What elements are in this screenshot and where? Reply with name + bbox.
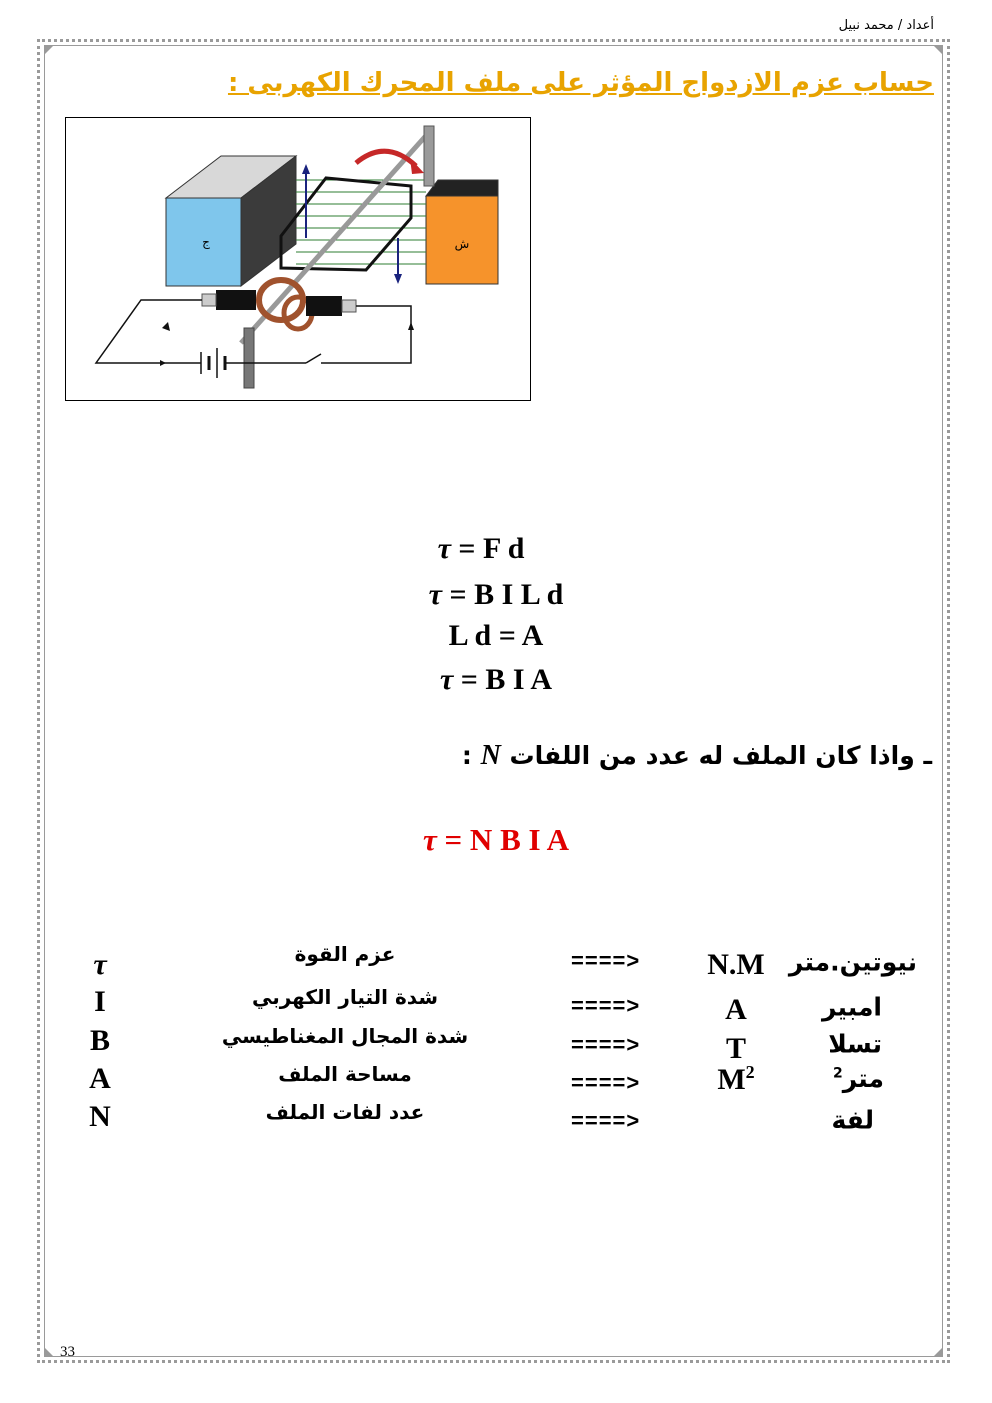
axle-support-top: [424, 126, 434, 186]
row-unit: [700, 1062, 772, 1097]
row-unit-arabic: [828, 1024, 882, 1058]
row-arrow: ====>: [571, 1070, 641, 1095]
table-row: [0, 942, 992, 982]
row-unit-arabic: [822, 987, 882, 1021]
row-unit-arabic-text: لفة: [831, 1105, 874, 1135]
circuit-wire-left: [96, 300, 202, 363]
right-magnet-top: [426, 180, 498, 196]
subheading-text: ـ واذا كان الملف له عدد من اللفات: [509, 741, 932, 770]
brush-right: [306, 296, 342, 316]
current-arrow: [162, 322, 170, 331]
author-credit: أعداد / محمد نبيل: [838, 18, 934, 33]
row-quantity: شدة التيار الكهربي: [251, 985, 439, 1009]
table-row: [0, 1024, 992, 1064]
row-unit-arabic-text: نيوتين.متر: [788, 947, 917, 977]
page-title: حساب عزم الازدواج المؤثر على ملف المحرك الكهربى :: [227, 68, 934, 98]
right-pole-label: ش: [454, 237, 470, 251]
row-arrow: ====>: [571, 948, 641, 973]
spring-left: [202, 294, 216, 306]
subheading: [462, 740, 932, 772]
main-equation: [0, 822, 992, 858]
row-unit-arabic: [831, 1100, 874, 1134]
row-unit-arabic-sup: 2: [833, 1065, 843, 1082]
row-quantity: عزم القوة: [294, 942, 396, 966]
row-unit: [700, 942, 772, 982]
current-arrow: [408, 322, 414, 330]
row-quantity: شدة المجال المغناطيسي: [221, 1024, 469, 1048]
row-arrow: ====>: [571, 1032, 641, 1057]
equation-line: [0, 663, 992, 697]
equation-rhs: L d = A: [448, 619, 544, 652]
corner-ornament: [934, 1348, 942, 1356]
row-symbol: N: [89, 1100, 111, 1133]
tau-symbol: τ: [439, 663, 454, 696]
row-symbol: A: [89, 1062, 111, 1095]
row-unit-arabic-text: امبير: [821, 992, 882, 1022]
corner-ornament: [45, 46, 53, 54]
row-quantity: مساحة الملف: [278, 1062, 412, 1086]
row-unit-arabic-text: متر: [842, 1064, 884, 1093]
brush-left: [216, 290, 256, 310]
row-symbol: τ: [93, 948, 107, 981]
equation-rhs: = F d: [458, 532, 525, 565]
table-row: [0, 985, 992, 1025]
equation-line: [0, 532, 977, 566]
row-unit-arabic: [789, 942, 917, 976]
left-pole-label: ج: [202, 235, 210, 249]
row-unit-text: T: [725, 1032, 746, 1065]
battery-icon: [201, 348, 271, 378]
equation-line: [0, 619, 992, 653]
switch-icon: [271, 354, 321, 363]
row-arrow: ====>: [571, 993, 641, 1018]
n-variable: N: [480, 740, 501, 771]
row-unit-sup: 2: [745, 1062, 755, 1082]
row-unit: [700, 1026, 772, 1066]
row-quantity: عدد لفات الملف: [265, 1100, 425, 1124]
row-symbol: B: [89, 1024, 110, 1057]
spring-right: [342, 300, 356, 312]
row-unit-text: A: [725, 993, 747, 1026]
row-unit-arabic-text: تسلا: [828, 1029, 882, 1059]
equation-line: [0, 578, 992, 612]
equation-rhs: = B I L d: [449, 578, 564, 611]
equation-rhs: = B I A: [460, 663, 553, 696]
tau-symbol: τ: [437, 532, 451, 565]
current-arrow: [160, 360, 166, 366]
row-unit-text: N.M: [707, 948, 765, 981]
row-unit-text: M: [717, 1063, 746, 1096]
corner-ornament: [934, 46, 942, 54]
rotation-arrowhead: [410, 158, 424, 174]
axle-support-bottom: [244, 328, 254, 388]
tau-symbol: τ: [428, 578, 442, 611]
row-symbol: I: [94, 985, 106, 1018]
motor-diagram: [65, 117, 531, 401]
tau-symbol: τ: [423, 822, 437, 857]
motor-diagram-svg: [66, 118, 529, 399]
row-unit-arabic: [833, 1064, 884, 1093]
force-arrowhead-down: [394, 274, 402, 284]
force-arrowhead-up: [302, 164, 310, 174]
row-unit: [700, 987, 772, 1027]
table-row: [0, 1100, 992, 1140]
table-row: [0, 1062, 992, 1102]
subheading-colon: :: [461, 741, 472, 770]
page-number: 33: [60, 1344, 75, 1360]
main-equation-rhs: = N B I A: [444, 822, 569, 857]
row-arrow: ====>: [571, 1108, 641, 1133]
corner-ornament: [45, 1348, 53, 1356]
